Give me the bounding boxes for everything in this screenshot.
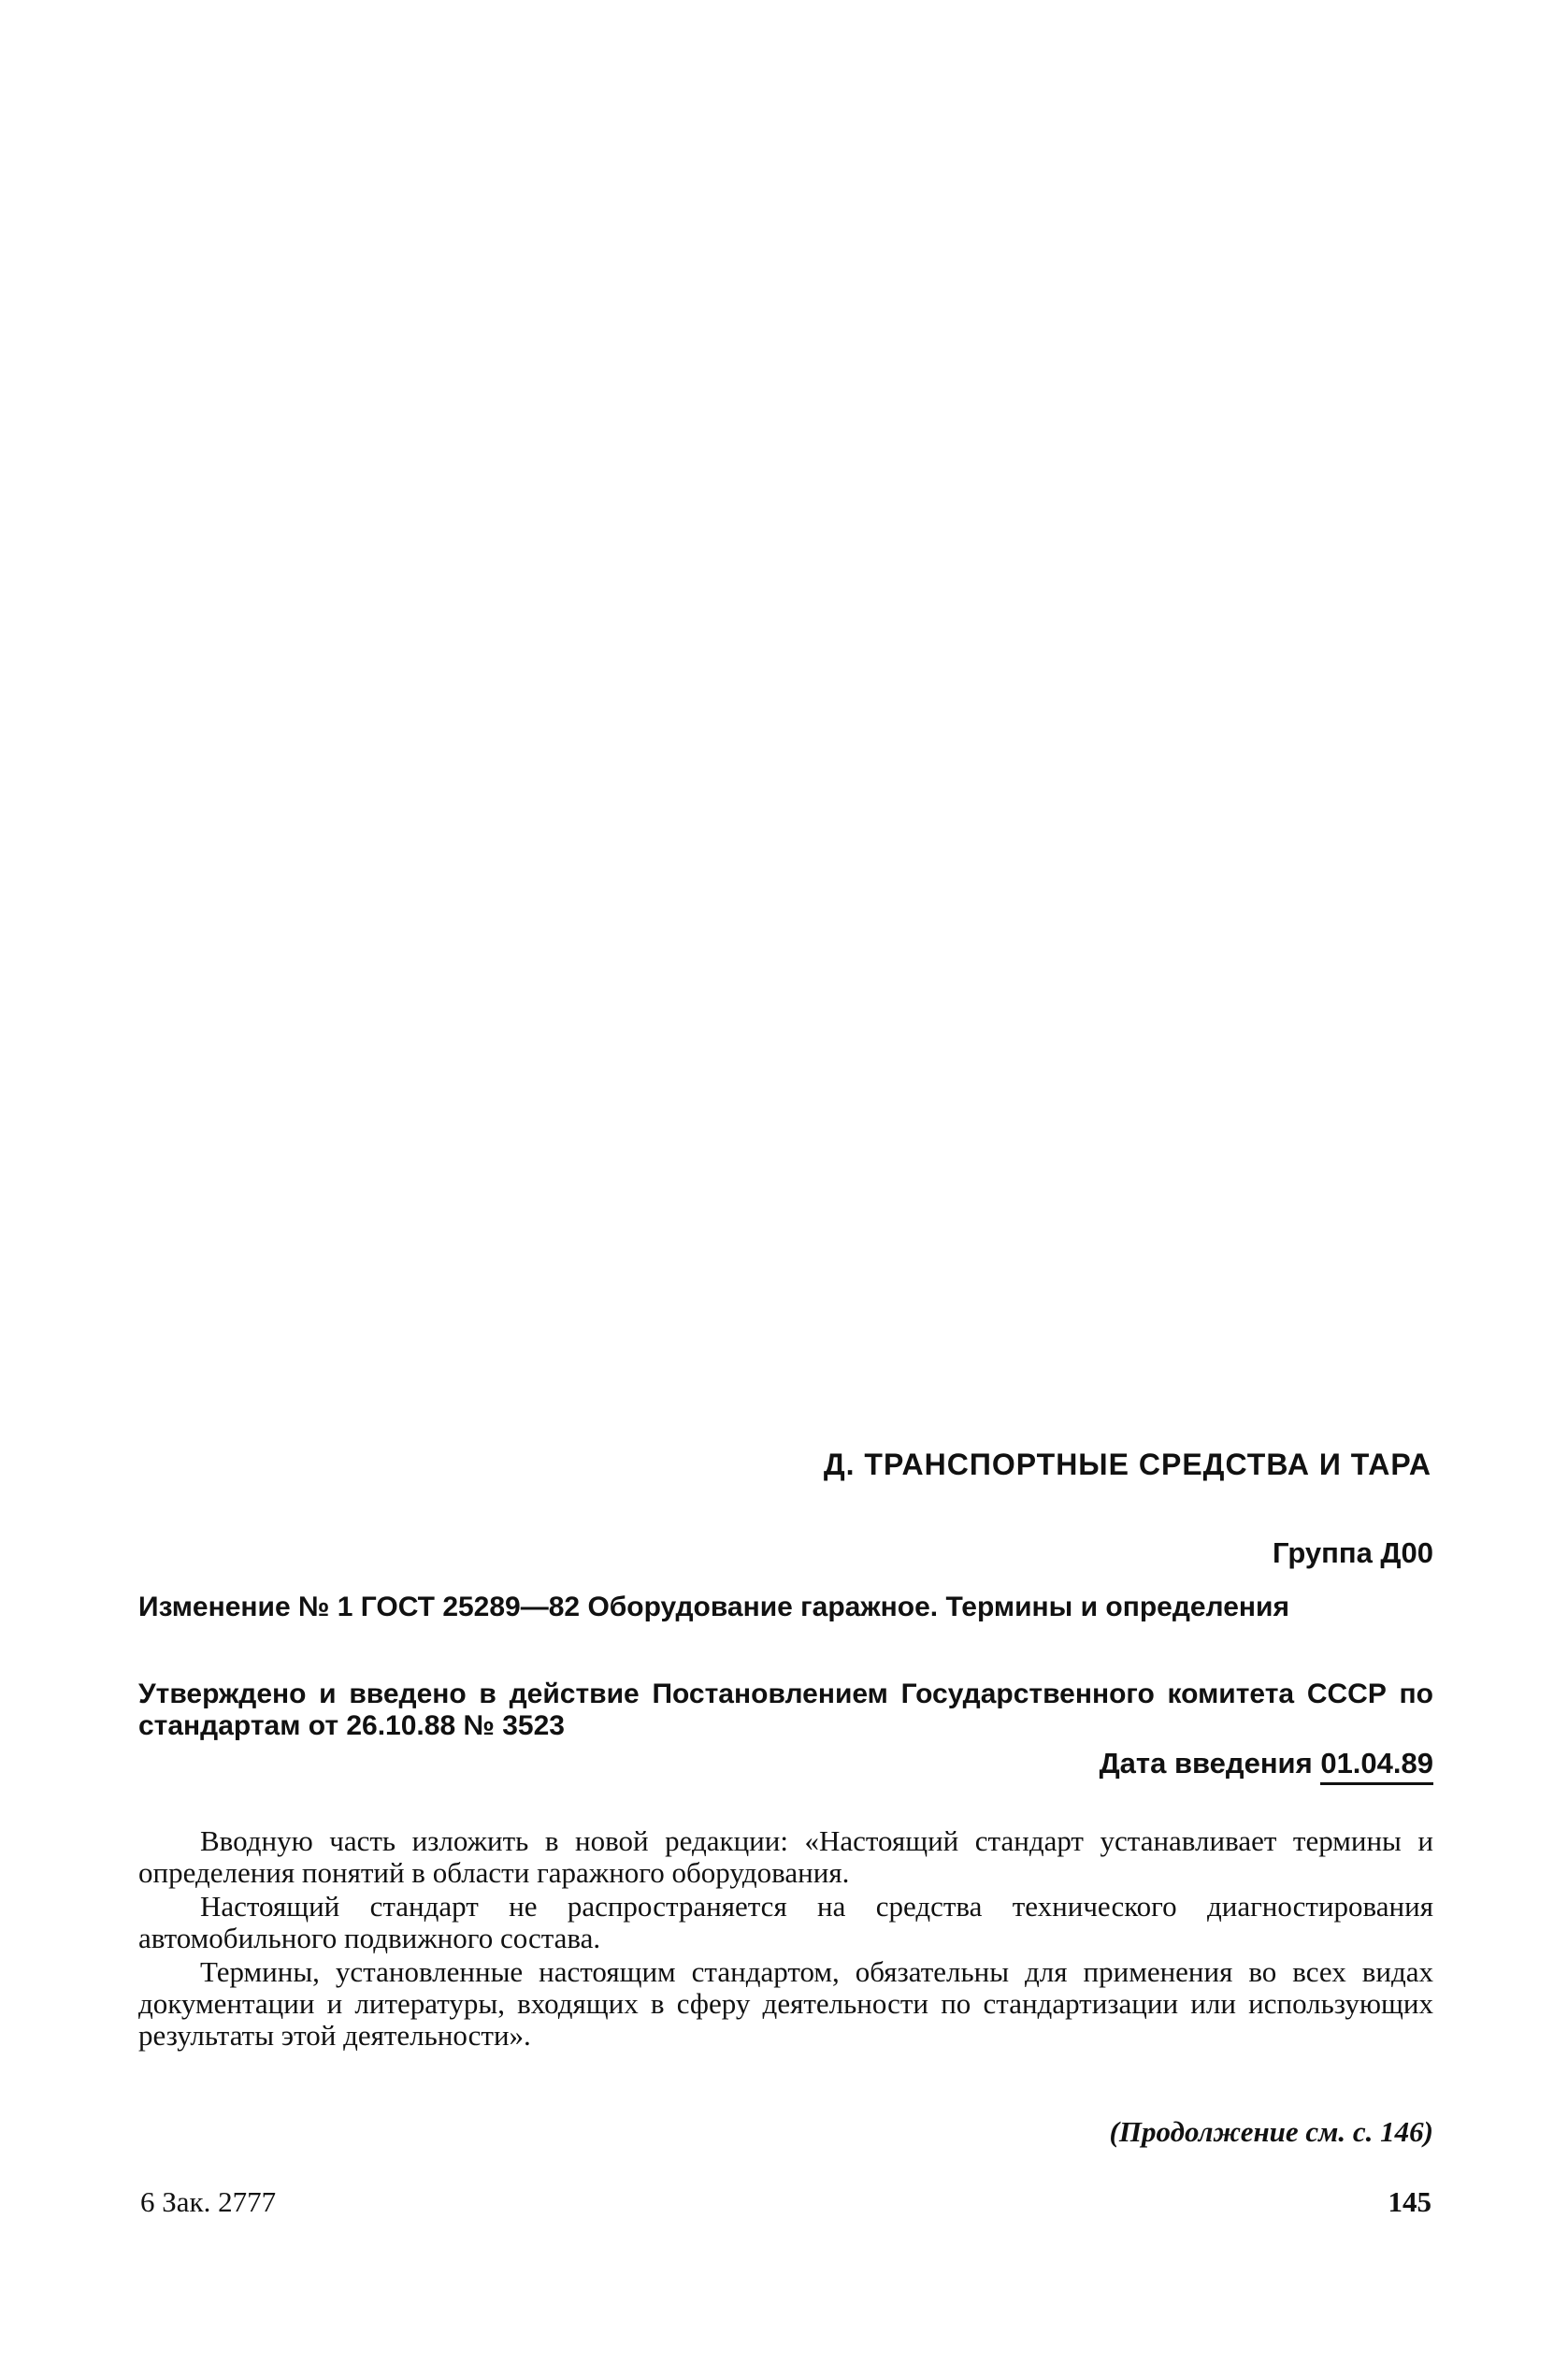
page-number: 145: [1388, 2185, 1431, 2218]
group-label: Группа Д00: [1272, 1536, 1433, 1569]
paragraph: Настоящий стандарт не распространяется на средства технического диагностирования автомобильного подвижного состава.: [138, 1890, 1433, 1954]
effective-date-value: 01.04.89: [1320, 1747, 1433, 1785]
effective-date-label: Дата введения: [1099, 1747, 1313, 1779]
body-text: [138, 1825, 1433, 2053]
order-number: 6 Зак. 2777: [140, 2185, 277, 2218]
section-title: Д. ТРАНСПОРТНЫЕ СРЕДСТВА И ТАРА: [823, 1448, 1431, 1481]
approval-statement: Утверждено и введено в действие Постановлением Государственного комитета СССР по стандартам от 26.10.88 № 3523: [138, 1679, 1433, 1741]
change-title: Изменение № 1 ГОСТ 25289—82 Оборудование гаражное. Термины и определения: [138, 1592, 1289, 1622]
effective-date: [1100, 1747, 1433, 1785]
paragraph: Термины, установленные настоящим стандартом, обязательны для применения во всех видах документации и литературы, входящих в сферу деятельности по стандартизации или использующих результаты этой деятельности».: [138, 1955, 1433, 2052]
continuation-note: (Продолжение см. с. 146): [1109, 2115, 1433, 2148]
paragraph: Вводную часть изложить в новой редакции: «Настоящий стандарт устанавливает термины и определения понятий в области гаражного оборудования.: [138, 1824, 1433, 1889]
